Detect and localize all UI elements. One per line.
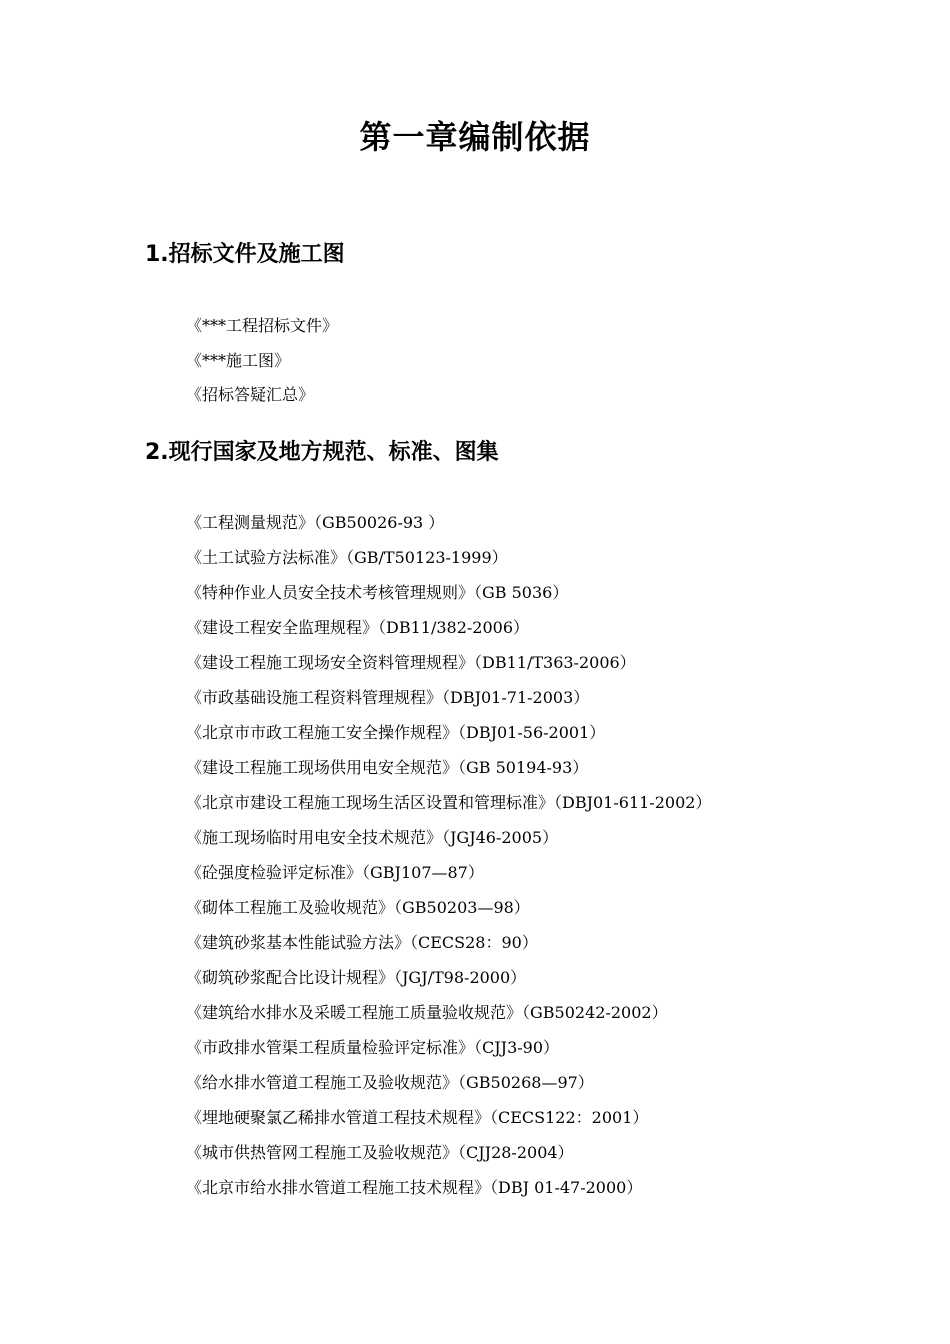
list-item: 《建设工程施工现场安全资料管理规程》（DB11/T363-2006）	[186, 653, 636, 672]
list-item: 《土工试验方法标准》（GB/T50123-1999）	[186, 548, 508, 567]
list-item: 《市政排水管渠工程质量检验评定标准》（CJJ3-90）	[186, 1038, 560, 1057]
section-heading-tender-documents: 1.招标文件及施工图	[145, 242, 345, 267]
section-heading-standards: 2.现行国家及地方规范、标准、图集	[145, 440, 499, 465]
list-item: 《施工现场临时用电安全技术规范》（JGJ46-2005）	[186, 828, 559, 847]
list-item: 《给水排水管道工程施工及验收规范》（GB50268—97）	[186, 1073, 594, 1092]
list-item: 《工程测量规范》（GB50026-93 ）	[186, 513, 445, 532]
list-item: 《建设工程安全监理规程》（DB11/382-2006）	[186, 618, 530, 637]
list-item: 《特种作业人员安全技术考核管理规则》（GB 5036）	[186, 583, 569, 602]
list-item: 《建筑砂浆基本性能试验方法》（CECS28：90）	[186, 933, 538, 952]
tender-documents-list	[186, 309, 338, 413]
list-item: 《招标答疑汇总》	[186, 385, 315, 404]
list-item: 《北京市给水排水管道工程施工技术规程》（DBJ 01-47-2000）	[186, 1178, 643, 1197]
list-item: 《砼强度检验评定标准》（GBJ107—87）	[186, 863, 484, 882]
list-item: 《建设工程施工现场供用电安全规范》（GB 50194-93）	[186, 758, 589, 777]
list-item: 《城市供热管网工程施工及验收规范》（CJJ28-2004）	[186, 1143, 574, 1162]
list-item: 《***施工图》	[186, 350, 291, 370]
standards-list	[186, 505, 711, 1205]
list-item: 《北京市建设工程施工现场生活区设置和管理标准》（DBJ01-611-2002）	[186, 793, 712, 812]
list-item: 《砌筑砂浆配合比设计规程》（JGJ/T98-2000）	[186, 968, 527, 987]
list-item: 《***工程招标文件》	[186, 316, 339, 335]
list-item: 《砌体工程施工及验收规范》（GB50203—98）	[186, 898, 530, 917]
list-item: 《北京市市政工程施工安全操作规程》（DBJ01-56-2001）	[186, 723, 606, 742]
list-item: 《市政基础设施工程资料管理规程》（DBJ01-71-2003）	[186, 688, 590, 707]
chapter-title: 第一章编制依据	[359, 118, 591, 156]
list-item: 《建筑给水排水及采暖工程施工质量验收规范》（GB50242-2002）	[186, 1003, 668, 1022]
list-item: 《埋地硬聚氯乙稀排水管道工程技术规程》（CECS122：2001）	[186, 1108, 649, 1127]
